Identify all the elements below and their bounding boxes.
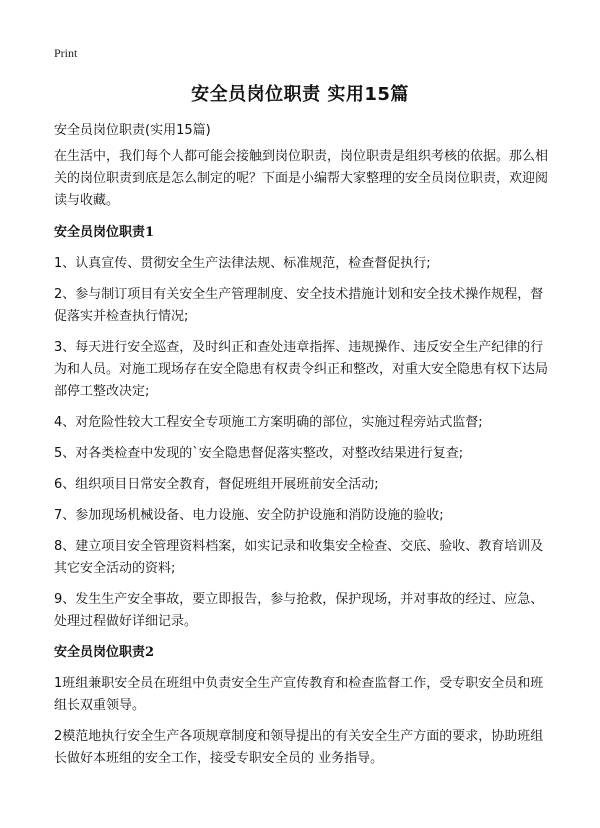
duty-item: 9、发生生产安全事故，要立即报告，参与抢救，保护现场，并对事故的经过、应急、处理过程做好详细记录。	[54, 592, 544, 629]
duty-item: 6、组织项目日常安全教育，督促班组开展班前安全活动;	[54, 477, 379, 492]
document-subtitle: 安全员岗位职责(实用15篇)	[54, 123, 211, 138]
duty-item: 2、参与制订项目有关安全生产管理制度、安全技术措施计划和安全技术操作规程，督促落实并检查执行情况;	[54, 287, 544, 324]
section-1	[54, 222, 554, 633]
section-heading: 安全员岗位职责1	[54, 225, 155, 240]
duty-item: 2模范地执行安全生产各项规章制度和领导提出的有关安全生产方面的要求，协助班组长做好本班组的安全工作，接受专职安全员的 业务指导。	[54, 729, 544, 766]
section-2	[54, 642, 554, 770]
section-heading: 安全员岗位职责2	[54, 645, 155, 660]
duty-item: 1、认真宣传、贯彻安全生产法律法规、标准规范，检查督促执行;	[54, 256, 431, 271]
duty-item: 8、建立项目安全管理资料档案，如实记录和收集安全检查、交底、验收、教育培训及其它安全活动的资料;	[54, 539, 544, 576]
intro-paragraph: 在生活中，我们每个人都可能会接触到岗位职责，岗位职责是组织考核的依据。那么相关的岗位职责到底是怎么制定的呢？下面是小编帮大家整理的安全员岗位职责，欢迎阅读与收藏。	[54, 149, 549, 208]
duty-item: 4、对危险性较大工程安全专项施工方案明确的部位，实施过程旁站式监督;	[54, 415, 483, 430]
duty-item: 1班组兼职安全员在班组中负责安全生产宣传教育和检查监督工作，受专职安全员和班组长双重领导。	[54, 676, 544, 713]
duty-item: 5、对各类检查中发现的`安全隐患督促落实整改，对整改结果进行复查;	[54, 446, 464, 461]
duty-item: 7、参加现场机械设备、电力设施、安全防护设施和消防设施的验收;	[54, 508, 444, 523]
document-body	[54, 120, 554, 779]
print-label: Print	[54, 46, 78, 60]
duty-item: 3、每天进行安全巡查，及时纠正和查处违章指挥、违规操作、违反安全生产纪律的行为和人员。对施工现场存在安全隐患有权责令纠正和整改，对重大安全隐患有权下达局部停工整改决定;	[54, 340, 549, 399]
page-title: 安全员岗位职责 实用15篇	[191, 84, 409, 105]
